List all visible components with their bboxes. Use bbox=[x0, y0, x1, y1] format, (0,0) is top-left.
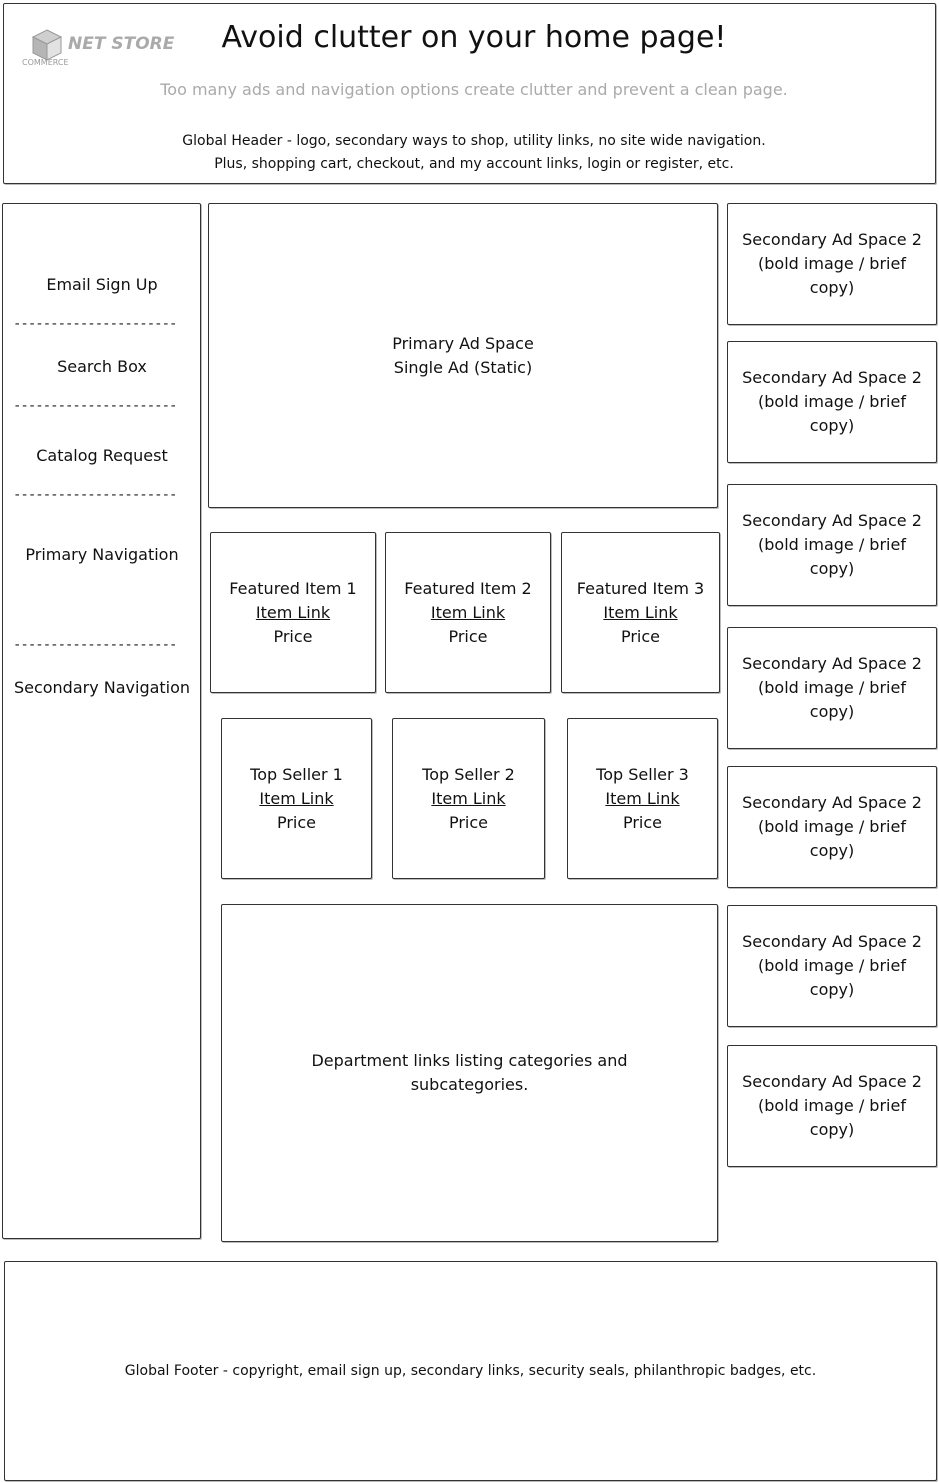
sidebar-divider: ---------------------- bbox=[13, 487, 177, 503]
featured-item-card[interactable] bbox=[561, 532, 720, 693]
secondary-ad-line1: Secondary Ad Space 2 bbox=[742, 654, 922, 673]
sidebar-divider: ---------------------- bbox=[13, 316, 177, 332]
secondary-ad-line2: (bold image / brief bbox=[758, 1096, 906, 1115]
secondary-ad-line3: copy) bbox=[809, 278, 855, 297]
item-link[interactable]: Item Link bbox=[255, 603, 331, 622]
item-link[interactable]: Item Link bbox=[430, 603, 506, 622]
item-link[interactable]: Item Link bbox=[605, 789, 680, 808]
secondary-ad-line1: Secondary Ad Space 2 bbox=[742, 230, 922, 249]
item-price: Price bbox=[273, 627, 313, 646]
global-footer bbox=[4, 1261, 937, 1481]
secondary-ad-space[interactable] bbox=[727, 341, 937, 463]
catalog-request[interactable]: Catalog Request bbox=[36, 446, 168, 465]
item-link[interactable]: Item Link bbox=[603, 603, 678, 622]
secondary-ad-line1: Secondary Ad Space 2 bbox=[742, 511, 922, 530]
sidebar-divider: ---------------------- bbox=[13, 637, 177, 653]
secondary-ad-line3: copy) bbox=[809, 980, 855, 999]
top-seller-card[interactable] bbox=[221, 718, 372, 879]
secondary-ad-line1: Secondary Ad Space 2 bbox=[742, 368, 922, 387]
department-line2: subcategories. bbox=[410, 1075, 529, 1094]
department-line1: Department links listing categories and bbox=[311, 1051, 628, 1070]
top-seller-title: Top Seller 3 bbox=[596, 765, 689, 784]
secondary-ad-space[interactable] bbox=[727, 627, 937, 749]
logo[interactable] bbox=[22, 28, 192, 72]
sidebar-divider: ---------------------- bbox=[13, 398, 177, 414]
item-link[interactable]: Item Link bbox=[259, 789, 334, 808]
secondary-ad-line2: (bold image / brief bbox=[758, 535, 906, 554]
secondary-ad-line1: Secondary Ad Space 2 bbox=[742, 932, 922, 951]
email-sign-up[interactable]: Email Sign Up bbox=[46, 275, 158, 294]
logo-text: NET STORE bbox=[68, 34, 175, 54]
secondary-ad-space[interactable] bbox=[727, 1045, 937, 1167]
footer-text: Global Footer - copyright, email sign up, secondary links, security seals, philanthropic badges, etc. bbox=[124, 1363, 817, 1379]
global-header bbox=[3, 3, 936, 184]
secondary-ad-line3: copy) bbox=[809, 416, 855, 435]
secondary-ad-space[interactable] bbox=[727, 484, 937, 606]
featured-item-card[interactable] bbox=[210, 532, 376, 693]
item-price: Price bbox=[448, 813, 489, 832]
secondary-navigation[interactable]: Secondary Navigation bbox=[13, 678, 191, 697]
top-seller-card[interactable] bbox=[392, 718, 545, 879]
header-desc-line2: Plus, shopping cart, checkout, and my account links, login or register, etc. bbox=[214, 156, 734, 172]
page-title: Avoid clutter on your home page! bbox=[221, 20, 727, 55]
primary-ad-line1: Primary Ad Space bbox=[392, 334, 534, 353]
secondary-ad-space[interactable] bbox=[727, 766, 937, 888]
featured-item-title: Featured Item 2 bbox=[404, 579, 532, 598]
secondary-ad-line2: (bold image / brief bbox=[758, 678, 906, 697]
secondary-ad-line1: Secondary Ad Space 2 bbox=[742, 1072, 922, 1091]
featured-item-card[interactable] bbox=[385, 532, 551, 693]
logo-subtext: COMMERCE bbox=[22, 58, 69, 67]
secondary-ad-space[interactable] bbox=[727, 905, 937, 1027]
secondary-ad-line2: (bold image / brief bbox=[758, 392, 906, 411]
department-links[interactable] bbox=[221, 904, 718, 1242]
featured-item-title: Featured Item 1 bbox=[229, 579, 357, 598]
page-subtitle: Too many ads and navigation options create clutter and prevent a clean page. bbox=[160, 80, 788, 99]
search-box[interactable]: Search Box bbox=[57, 357, 147, 376]
secondary-ad-line3: copy) bbox=[809, 702, 855, 721]
cube-logo-icon bbox=[30, 28, 64, 62]
left-sidebar bbox=[2, 203, 201, 1239]
secondary-ad-line3: copy) bbox=[809, 559, 855, 578]
header-desc-line1: Global Header - logo, secondary ways to shop, utility links, no site wide navigation. bbox=[182, 133, 766, 149]
secondary-ad-line2: (bold image / brief bbox=[758, 956, 906, 975]
featured-item-title: Featured Item 3 bbox=[576, 579, 705, 598]
item-price: Price bbox=[620, 627, 661, 646]
secondary-ad-line2: (bold image / brief bbox=[758, 254, 906, 273]
secondary-ad-line3: copy) bbox=[809, 841, 855, 860]
secondary-ad-line3: copy) bbox=[809, 1120, 855, 1139]
top-seller-card[interactable] bbox=[567, 718, 718, 879]
item-price: Price bbox=[622, 813, 663, 832]
top-seller-title: Top Seller 1 bbox=[250, 765, 343, 784]
item-price: Price bbox=[276, 813, 317, 832]
primary-ad-line2: Single Ad (Static) bbox=[393, 358, 533, 377]
secondary-ad-line1: Secondary Ad Space 2 bbox=[742, 793, 922, 812]
header-description bbox=[64, 130, 884, 176]
secondary-ad-space[interactable] bbox=[727, 203, 937, 325]
secondary-ad-line2: (bold image / brief bbox=[758, 817, 906, 836]
item-price: Price bbox=[448, 627, 488, 646]
primary-ad-space[interactable] bbox=[208, 203, 718, 508]
primary-navigation[interactable]: Primary Navigation bbox=[25, 545, 179, 564]
item-link[interactable]: Item Link bbox=[431, 789, 506, 808]
top-seller-title: Top Seller 2 bbox=[422, 765, 515, 784]
